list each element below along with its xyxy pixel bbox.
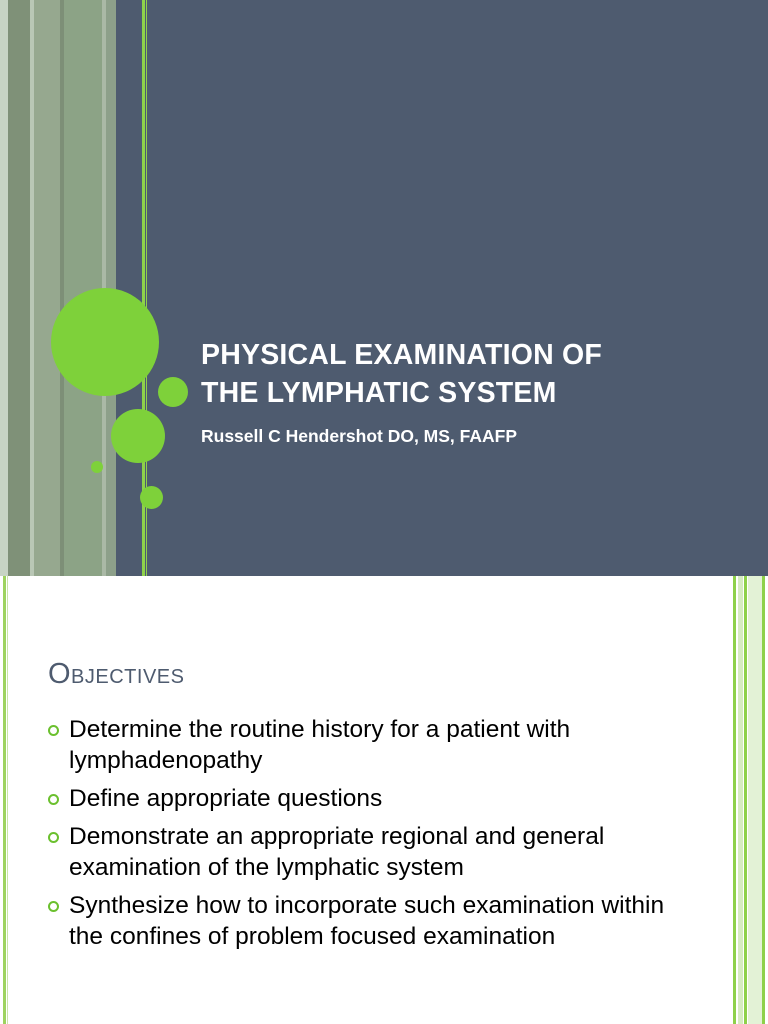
decorative-circle-medium: [111, 409, 165, 463]
bullet-circle-icon: [48, 901, 59, 912]
list-item-text: Demonstrate an appropriate regional and general examination of the lymphatic system: [69, 823, 605, 881]
decorative-stripe: [733, 576, 736, 1024]
decorative-stripe: [748, 576, 762, 1024]
list-item-text: Synthesize how to incorporate such examination within the confines of problem focused examination: [69, 892, 665, 950]
decorative-circle-small: [140, 486, 163, 509]
list-item: [48, 890, 688, 952]
slide-heading: Objectives: [48, 658, 185, 690]
decorative-stripe: [762, 576, 765, 1024]
list-item: [48, 714, 688, 776]
decorative-stripe: [744, 576, 747, 1024]
decorative-stripe: [34, 0, 60, 576]
bullet-circle-icon: [48, 725, 59, 736]
decorative-circle-tiny: [91, 461, 103, 473]
decorative-stripe: [7, 576, 8, 1024]
slide-title-line-1: PHYSICAL EXAMINATION OF: [201, 339, 602, 371]
decorative-stripe: [738, 576, 743, 1024]
objectives-list: [48, 714, 688, 959]
list-item: [48, 783, 688, 814]
decorative-stripe: [8, 0, 30, 576]
decorative-stripe: [0, 0, 8, 576]
decorative-circle-small: [158, 377, 188, 407]
decorative-stripe: [3, 576, 6, 1024]
bullet-circle-icon: [48, 832, 59, 843]
slide-title: [201, 336, 741, 412]
list-item: [48, 821, 688, 883]
decorative-circle-large: [51, 288, 159, 396]
decorative-stripe: [116, 0, 142, 576]
bullet-circle-icon: [48, 794, 59, 805]
slide-subtitle: Russell C Hendershot DO, MS, FAAFP: [201, 426, 518, 446]
list-item-text: Define appropriate questions: [69, 785, 383, 812]
list-item-text: Determine the routine history for a patient with lymphadenopathy: [69, 716, 571, 774]
slide-title-line-2: THE LYMPHATIC SYSTEM: [201, 377, 557, 409]
objectives-slide: [0, 576, 768, 1024]
